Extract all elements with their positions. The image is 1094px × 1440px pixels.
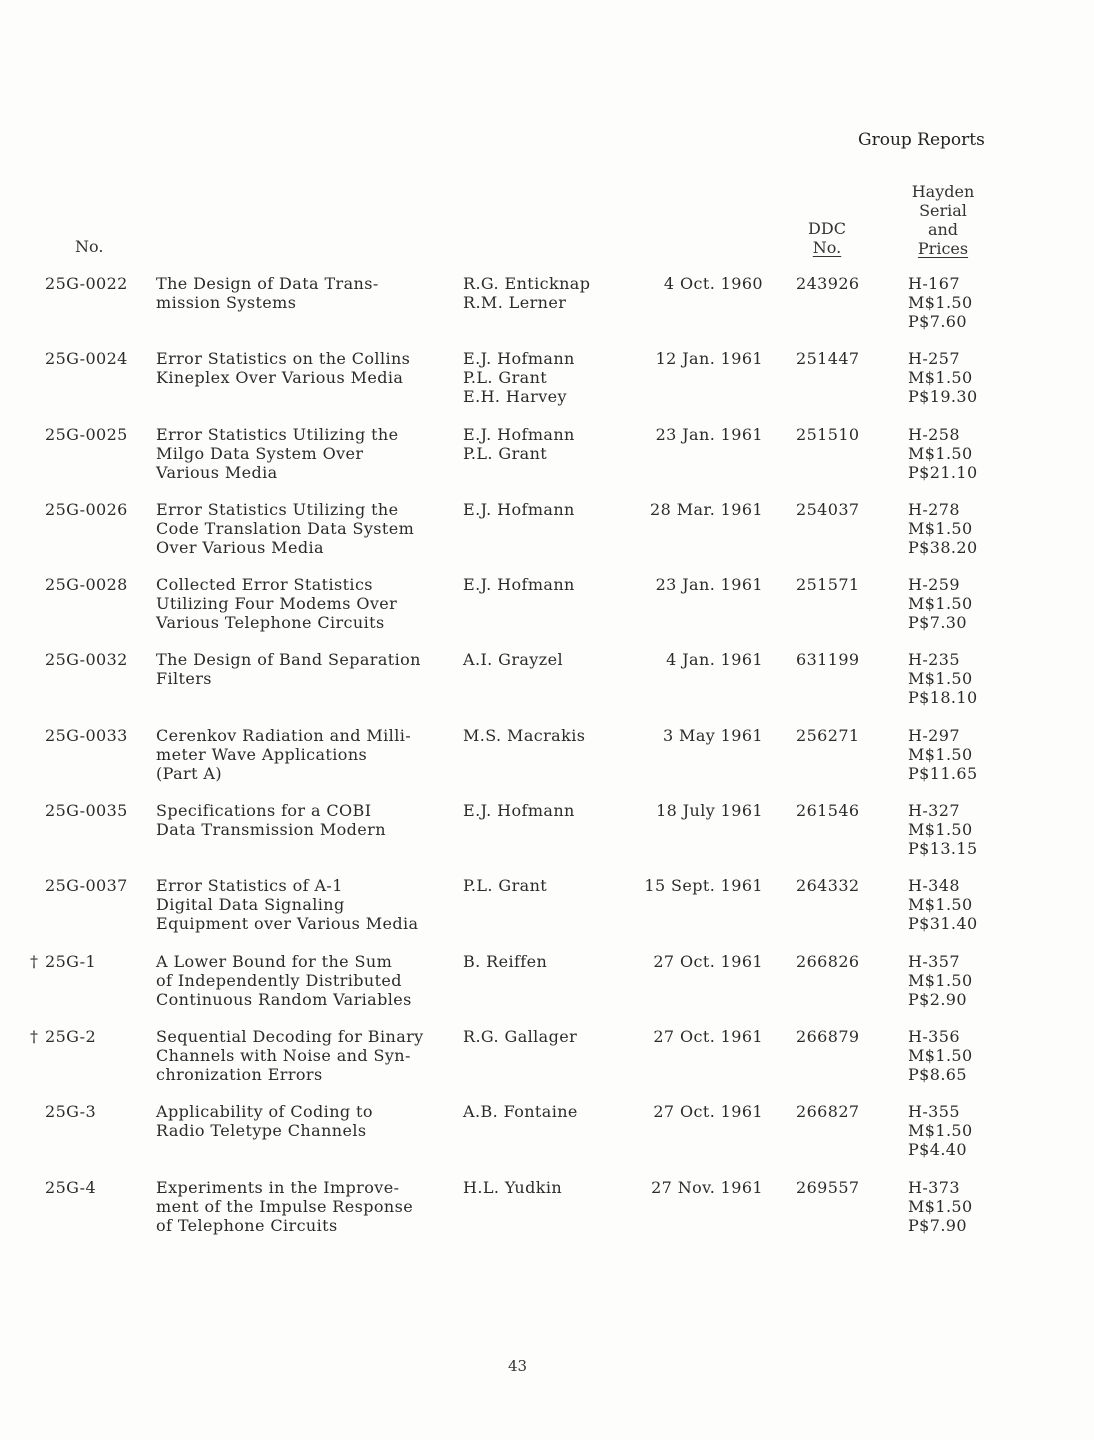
report-number: 25G-0024 bbox=[45, 349, 128, 369]
table-row bbox=[0, 1102, 1094, 1177]
report-date: 28 Mar. 1961 bbox=[650, 499, 763, 519]
report-authors bbox=[463, 650, 563, 669]
report-title-line: (Part A) bbox=[156, 763, 222, 783]
hayden-prices-line: H-297 bbox=[908, 725, 960, 745]
report-authors bbox=[463, 575, 575, 594]
hayden-prices bbox=[908, 650, 978, 707]
table-row bbox=[0, 575, 1094, 650]
report-number: 25G-4 bbox=[45, 1177, 97, 1197]
hayden-prices bbox=[908, 575, 973, 632]
report-number: 25G-0035 bbox=[45, 801, 128, 821]
ddc-number: 254037 bbox=[796, 499, 860, 519]
table-row bbox=[0, 425, 1094, 500]
report-title-line: A Lower Bound for the Sum bbox=[156, 951, 393, 971]
report-authors bbox=[463, 425, 575, 463]
report-title-line: Experiments in the Improve- bbox=[156, 1177, 400, 1197]
report-number: 25G-2 bbox=[45, 1026, 97, 1046]
table-row bbox=[0, 500, 1094, 575]
reports-table bbox=[0, 274, 1094, 1253]
hayden-prices-line: P$21.10 bbox=[908, 462, 978, 482]
hayden-prices-line: P$4.40 bbox=[908, 1140, 967, 1160]
report-authors bbox=[463, 726, 585, 745]
hayden-prices-line: M$1.50 bbox=[908, 293, 973, 312]
hayden-prices-line: P$7.90 bbox=[908, 1215, 967, 1235]
ddc-number: 251571 bbox=[796, 575, 860, 595]
report-authors bbox=[463, 876, 547, 895]
report-authors bbox=[463, 349, 575, 406]
hayden-prices-line: H-348 bbox=[908, 876, 960, 896]
hayden-prices bbox=[908, 1178, 973, 1235]
report-authors-line: E.J. Hofmann bbox=[463, 801, 575, 821]
report-title-line: of Independently Distributed bbox=[156, 970, 402, 990]
report-number: 25G-0026 bbox=[45, 499, 128, 519]
report-authors bbox=[463, 500, 575, 519]
hayden-prices-line: M$1.50 bbox=[908, 970, 973, 990]
report-title-line: Error Statistics Utilizing the bbox=[156, 424, 399, 444]
report-title-line: mission Systems bbox=[156, 293, 297, 312]
header-hayden-line: and bbox=[927, 220, 959, 239]
report-authors-line: A.I. Grayzel bbox=[463, 650, 563, 670]
report-title-line: Various Telephone Circuits bbox=[156, 613, 385, 633]
report-number: 25G-0022 bbox=[45, 274, 128, 293]
report-date: 12 Jan. 1961 bbox=[655, 349, 763, 369]
report-number: 25G-3 bbox=[45, 1102, 97, 1122]
report-authors-line: E.J. Hofmann bbox=[463, 349, 575, 369]
report-date: 27 Oct. 1961 bbox=[653, 1026, 763, 1046]
hayden-prices-line: P$38.20 bbox=[908, 537, 978, 557]
report-authors-line: R.M. Lerner bbox=[463, 293, 567, 312]
hayden-prices bbox=[908, 726, 978, 783]
report-date: 18 July 1961 bbox=[656, 801, 763, 821]
ddc-number: 631199 bbox=[796, 650, 860, 670]
report-authors-line: E.J. Hofmann bbox=[463, 499, 575, 519]
ddc-number: 243926 bbox=[796, 274, 860, 293]
report-number: 25G-0028 bbox=[45, 575, 128, 595]
report-title bbox=[156, 425, 398, 482]
hayden-prices-line: M$1.50 bbox=[908, 1121, 973, 1141]
report-authors-line: M.S. Macrakis bbox=[463, 725, 586, 745]
report-title-line: Collected Error Statistics bbox=[156, 575, 373, 595]
hayden-prices-line: H-258 bbox=[908, 424, 960, 444]
report-title-line: Continuous Random Variables bbox=[156, 989, 412, 1009]
hayden-prices-line: M$1.50 bbox=[908, 820, 973, 840]
hayden-prices-line: H-357 bbox=[908, 951, 960, 971]
report-title-line: The Design of Data Trans- bbox=[156, 274, 379, 293]
report-title-line: Error Statistics Utilizing the bbox=[156, 499, 399, 519]
report-title-line: Code Translation Data System bbox=[156, 518, 415, 538]
hayden-prices-line: M$1.50 bbox=[908, 1196, 973, 1216]
hayden-prices-line: P$11.65 bbox=[908, 763, 978, 783]
hayden-prices-line: H-257 bbox=[908, 349, 960, 369]
report-title-line: Cerenkov Radiation and Milli- bbox=[156, 725, 412, 745]
hayden-prices-line: P$18.10 bbox=[908, 688, 978, 708]
report-title bbox=[156, 952, 412, 1009]
hayden-prices-line: P$7.30 bbox=[908, 613, 967, 633]
report-title-line: Error Statistics on the Collins bbox=[156, 349, 411, 369]
ddc-number: 266827 bbox=[796, 1102, 860, 1122]
ddc-number: 261546 bbox=[796, 801, 860, 821]
hayden-prices bbox=[908, 1102, 973, 1159]
hayden-prices-line: H-373 bbox=[908, 1177, 960, 1197]
hayden-prices-line: P$2.90 bbox=[908, 989, 967, 1009]
table-row bbox=[0, 1027, 1094, 1102]
hayden-prices bbox=[908, 876, 978, 933]
report-authors-line: R.G. Enticknap bbox=[463, 274, 591, 293]
dagger-mark: † bbox=[30, 951, 39, 971]
report-title-line: Equipment over Various Media bbox=[156, 914, 419, 934]
report-title bbox=[156, 801, 386, 839]
report-authors bbox=[463, 952, 547, 971]
hayden-prices-line: H-327 bbox=[908, 801, 960, 821]
page-number: 43 bbox=[508, 1357, 528, 1375]
report-number: 25G-1 bbox=[45, 951, 97, 971]
report-authors-line: A.B. Fontaine bbox=[463, 1102, 578, 1122]
report-title-line: Over Various Media bbox=[156, 537, 324, 557]
hayden-prices-line: H-355 bbox=[908, 1102, 960, 1122]
hayden-prices-line: H-259 bbox=[908, 575, 960, 595]
report-title-line: Digital Data Signaling bbox=[156, 895, 345, 915]
ddc-number: 251447 bbox=[796, 349, 860, 369]
ddc-number: 264332 bbox=[796, 876, 860, 896]
report-authors-line: P.L. Grant bbox=[463, 876, 548, 896]
table-row bbox=[0, 650, 1094, 725]
header-ddc-line: DDC bbox=[808, 219, 846, 238]
hayden-prices bbox=[908, 349, 978, 406]
report-title-line: Utilizing Four Modems Over bbox=[156, 594, 398, 614]
report-date: 23 Jan. 1961 bbox=[655, 424, 763, 444]
report-title-line: Kineplex Over Various Media bbox=[156, 368, 404, 388]
table-row bbox=[0, 274, 1094, 349]
report-date: 4 Oct. 1960 bbox=[663, 274, 763, 293]
header-hayden-line: Prices bbox=[917, 239, 969, 258]
report-number: 25G-0033 bbox=[45, 725, 128, 745]
report-authors bbox=[463, 1178, 562, 1197]
report-authors-line: E.J. Hofmann bbox=[463, 424, 575, 444]
report-authors bbox=[463, 1102, 578, 1121]
hayden-prices-line: H-235 bbox=[908, 650, 960, 670]
hayden-prices bbox=[908, 274, 973, 331]
ddc-number: 266826 bbox=[796, 951, 860, 971]
dagger-mark: † bbox=[30, 1026, 39, 1046]
hayden-prices-line: P$31.40 bbox=[908, 914, 978, 934]
report-title-line: The Design of Band Separation bbox=[156, 650, 421, 670]
report-title bbox=[156, 1178, 413, 1235]
report-title bbox=[156, 575, 397, 632]
report-date: 4 Jan. 1961 bbox=[666, 650, 763, 670]
report-authors bbox=[463, 1027, 577, 1046]
report-authors bbox=[463, 274, 590, 312]
report-number: 25G-0037 bbox=[45, 876, 128, 896]
report-title-line: Error Statistics of A-1 bbox=[156, 876, 343, 896]
header-hayden-line: Serial bbox=[919, 201, 967, 220]
hayden-prices-line: P$19.30 bbox=[908, 387, 978, 407]
table-row bbox=[0, 1178, 1094, 1253]
hayden-prices-line: M$1.50 bbox=[908, 368, 973, 388]
report-authors-line: R.G. Gallager bbox=[463, 1026, 578, 1046]
report-title-line: Specifications for a COBI bbox=[156, 801, 372, 821]
report-title-line: chronization Errors bbox=[156, 1064, 323, 1084]
hayden-prices bbox=[908, 801, 978, 858]
hayden-prices-line: M$1.50 bbox=[908, 443, 973, 463]
report-title-line: ment of the Impulse Response bbox=[156, 1196, 414, 1216]
report-number: 25G-0025 bbox=[45, 424, 128, 444]
report-authors-line: E.H. Harvey bbox=[463, 387, 567, 407]
report-authors-line: P.L. Grant bbox=[463, 368, 548, 388]
report-title-line: Filters bbox=[156, 669, 212, 689]
report-authors-line: P.L. Grant bbox=[463, 443, 548, 463]
ddc-number: 266879 bbox=[796, 1026, 860, 1046]
report-date: 27 Oct. 1961 bbox=[653, 1102, 763, 1122]
table-row bbox=[0, 952, 1094, 1027]
report-authors bbox=[463, 801, 575, 820]
report-title-line: meter Wave Applications bbox=[156, 744, 368, 764]
report-date: 15 Sept. 1961 bbox=[644, 876, 763, 896]
hayden-prices-line: H-278 bbox=[908, 499, 960, 519]
report-title bbox=[156, 726, 411, 783]
hayden-prices-line: M$1.50 bbox=[908, 669, 973, 689]
report-title-line: Sequential Decoding for Binary bbox=[156, 1026, 424, 1046]
table-row bbox=[0, 801, 1094, 876]
report-date: 3 May 1961 bbox=[662, 725, 763, 745]
report-title-line: Radio Teletype Channels bbox=[156, 1121, 367, 1141]
hayden-prices-line: M$1.50 bbox=[908, 594, 973, 614]
hayden-prices-line: M$1.50 bbox=[908, 518, 973, 538]
hayden-prices-line: M$1.50 bbox=[908, 1045, 973, 1065]
header-hayden-line: Hayden bbox=[911, 182, 975, 201]
report-title bbox=[156, 876, 419, 933]
report-title-line: Data Transmission Modern bbox=[156, 820, 386, 840]
report-title-line: of Telephone Circuits bbox=[156, 1215, 338, 1235]
header-ddc-line: No. bbox=[812, 238, 842, 257]
report-date: 27 Nov. 1961 bbox=[651, 1177, 763, 1197]
hayden-prices-line: H-167 bbox=[908, 274, 960, 293]
report-title-line: Applicability of Coding to bbox=[156, 1102, 373, 1122]
header-no: No. bbox=[75, 237, 104, 256]
hayden-prices-line: P$8.65 bbox=[908, 1064, 967, 1084]
hayden-prices-line: M$1.50 bbox=[908, 744, 973, 764]
report-title-line: Milgo Data System Over bbox=[156, 443, 364, 463]
report-title bbox=[156, 650, 421, 688]
hayden-prices-line: H-356 bbox=[908, 1026, 960, 1046]
report-authors-line: E.J. Hofmann bbox=[463, 575, 575, 595]
report-title bbox=[156, 500, 414, 557]
report-title-line: Various Media bbox=[156, 462, 278, 482]
hayden-prices-line: P$7.60 bbox=[908, 312, 967, 331]
ddc-number: 251510 bbox=[796, 424, 860, 444]
report-title bbox=[156, 274, 379, 312]
header-hayden bbox=[905, 182, 981, 258]
header-ddc bbox=[800, 219, 854, 257]
report-title bbox=[156, 349, 410, 387]
report-authors-line: H.L. Yudkin bbox=[463, 1177, 563, 1197]
hayden-prices bbox=[908, 1027, 973, 1084]
report-title bbox=[156, 1102, 373, 1140]
report-number: 25G-0032 bbox=[45, 650, 128, 670]
report-authors-line: B. Reiffen bbox=[463, 951, 548, 971]
hayden-prices-line: M$1.50 bbox=[908, 895, 973, 915]
table-row bbox=[0, 349, 1094, 424]
ddc-number: 269557 bbox=[796, 1177, 860, 1197]
table-row bbox=[0, 876, 1094, 951]
report-title-line: Channels with Noise and Syn- bbox=[156, 1045, 411, 1065]
hayden-prices bbox=[908, 425, 978, 482]
report-title bbox=[156, 1027, 424, 1084]
hayden-prices bbox=[908, 952, 973, 1009]
ddc-number: 256271 bbox=[796, 725, 860, 745]
table-row bbox=[0, 726, 1094, 801]
report-date: 27 Oct. 1961 bbox=[653, 951, 763, 971]
section-title: Group Reports bbox=[858, 130, 985, 150]
report-date: 23 Jan. 1961 bbox=[655, 575, 763, 595]
hayden-prices bbox=[908, 500, 978, 557]
hayden-prices-line: P$13.15 bbox=[908, 839, 978, 859]
